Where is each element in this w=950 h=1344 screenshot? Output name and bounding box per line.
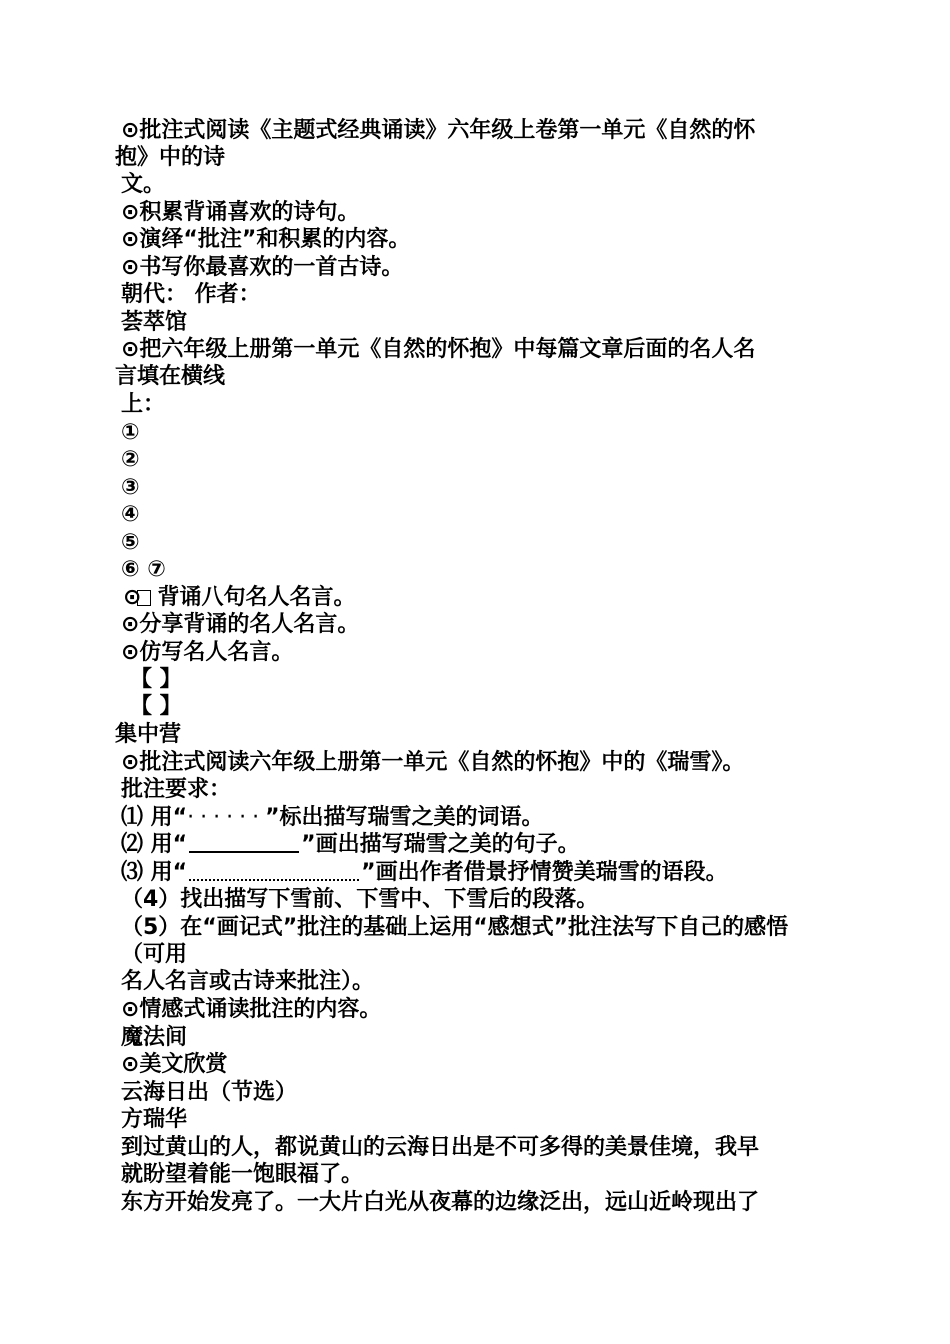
task-line: ⊙分享背诵的名人名言。 bbox=[121, 612, 360, 637]
task-line bbox=[123, 584, 355, 611]
wavy-underline-mark bbox=[189, 865, 359, 881]
task-line: ⊙书写你最喜欢的一首古诗。 bbox=[121, 255, 404, 280]
bracket-line: 【 】 bbox=[130, 667, 182, 692]
req-prefix: ⑴ 用“ bbox=[121, 805, 188, 830]
section-heading: 魔法间 bbox=[121, 1025, 188, 1050]
task-line: ⊙仿写名人名言。 bbox=[121, 640, 294, 665]
req-prefix: ⑶ 用“ bbox=[121, 860, 188, 885]
instruction-line: ⊙批注式阅读《主题式经典诵读》六年级上卷第一单元《自然的怀 bbox=[121, 118, 756, 143]
requirement-5-cont: 名人名言或古诗来批注）。 bbox=[121, 969, 375, 994]
requirement-4: （4）找出描写下雪前、下雪中、下雪后的段落。 bbox=[121, 887, 599, 912]
instruction-line-cont: 言填在横线 bbox=[115, 364, 226, 389]
numbered-blank: ① bbox=[121, 420, 140, 445]
requirement-5-cont: （可用 bbox=[121, 942, 188, 967]
numbered-blank: ③ bbox=[121, 475, 140, 500]
essay-paragraph: 东方开始发亮了。一大片白光从夜幕的边缘泛出，远山近岭现出了 bbox=[121, 1190, 760, 1215]
numbered-blank: ② bbox=[121, 447, 140, 472]
requirement-1 bbox=[121, 804, 544, 831]
requirement-5: （5）在“画记式”批注的基础上运用“感想式”批注法写下自己的感悟 bbox=[121, 915, 789, 940]
missing-glyph-box bbox=[137, 590, 151, 606]
req-text: ”画出描写瑞雪之美的句子。 bbox=[301, 832, 580, 857]
req-text: ”画出作者借景抒情赞美瑞雪的语段。 bbox=[361, 860, 728, 885]
essay-title: 云海日出（节选） bbox=[121, 1080, 298, 1105]
dynasty-author-line: 朝代： 作者： bbox=[121, 282, 261, 307]
section-heading: 集中营 bbox=[115, 722, 182, 747]
instruction-line-cont: 上： bbox=[121, 392, 166, 417]
task-text: 背诵八句名人名言。 bbox=[157, 585, 356, 610]
req-text: ”标出描写瑞雪之美的词语。 bbox=[265, 805, 544, 830]
numbered-blank: ④ bbox=[121, 502, 140, 527]
requirements-heading: 批注要求： bbox=[121, 777, 232, 802]
task-line: ⊙美文欣赏 bbox=[121, 1052, 228, 1077]
bracket-line: 【 】 bbox=[130, 694, 182, 719]
dot-mark: ······ bbox=[187, 805, 266, 830]
section-heading: 荟萃馆 bbox=[121, 310, 188, 335]
task-line: ⊙演绎“批注”和积累的内容。 bbox=[121, 227, 411, 252]
instruction-line-cont: 文。 bbox=[121, 172, 166, 197]
requirement-3 bbox=[121, 859, 728, 886]
instruction-line: ⊙批注式阅读六年级上册第一单元《自然的怀抱》中的《瑞雪》。 bbox=[121, 750, 745, 775]
instruction-line: ⊙把六年级上册第一单元《自然的怀抱》中每篇文章后面的名人名 bbox=[121, 337, 756, 362]
requirement-2 bbox=[121, 831, 580, 858]
essay-author: 方瑞华 bbox=[121, 1107, 188, 1132]
req-prefix: ⑵ 用“ bbox=[121, 832, 188, 857]
straight-underline-mark bbox=[189, 837, 299, 853]
instruction-line-cont: 抱》中的诗 bbox=[115, 145, 226, 170]
numbered-blank: ⑤ bbox=[121, 530, 140, 555]
task-line: ⊙情感式诵读批注的内容。 bbox=[121, 997, 382, 1022]
numbered-blank: ⑥ ⑦ bbox=[121, 557, 166, 582]
bullet-glyph: ⊙ bbox=[123, 585, 142, 610]
essay-paragraph-cont: 就盼望着能一饱眼福了。 bbox=[121, 1162, 364, 1187]
essay-paragraph: 到过黄山的人，都说黄山的云海日出是不可多得的美景佳境，我早 bbox=[121, 1135, 760, 1160]
task-line: ⊙积累背诵喜欢的诗句。 bbox=[121, 200, 360, 225]
